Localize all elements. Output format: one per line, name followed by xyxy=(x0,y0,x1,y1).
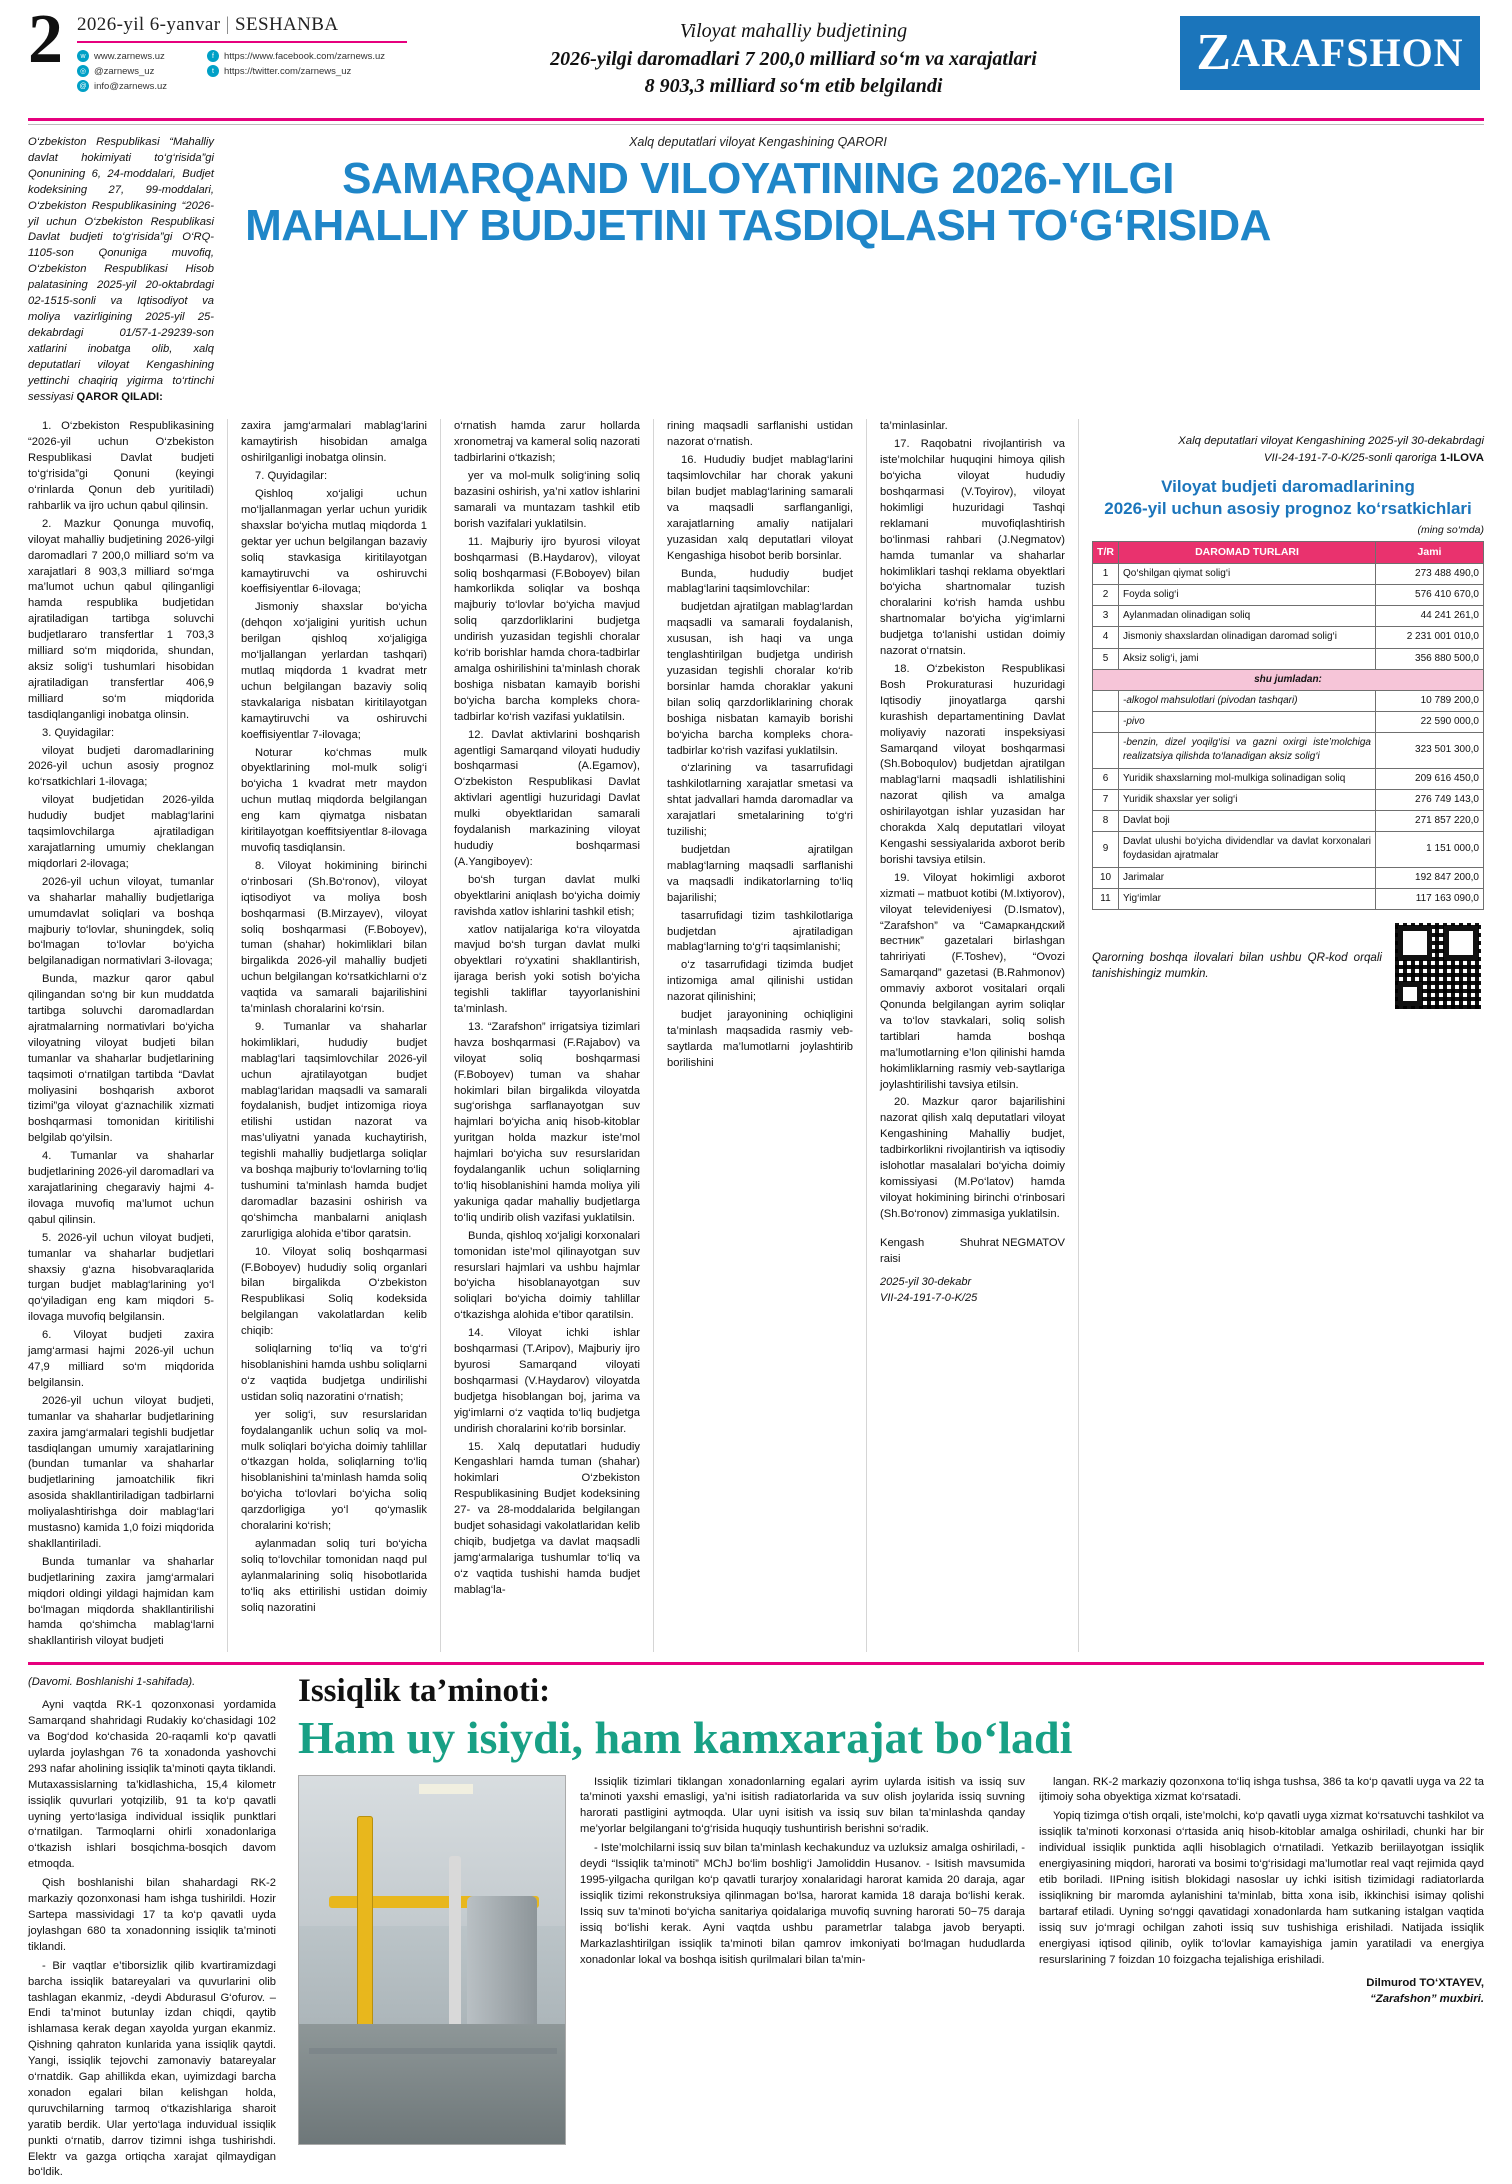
article-author xyxy=(1039,1976,1484,2008)
paragraph: 4. Tumanlar va shaharlar budjetlarining 2026-yil daromadlari va xarajatlarining chegaraviy hajmi 4-ilovaga muvofiq ma’lumot uchun qabul qilinsin. xyxy=(28,1150,214,1226)
paragraph: Qish boshlanishi bilan shahardagi RK-2 markaziy qozonxonasi ham ishga tushirildi. Hozir Sartepa massividagi 17 ta ko‘p qavatli uyda joylashgan 680 ta xonadonning issiqlik ta’minoti tiklandi. xyxy=(28,1877,276,1953)
paragraph: Bunda, mazkur qaror qabul qilingandan so‘ng bir kun muddatda tartibga soluvchi daromadlardan ajratmalarning normativlari bo‘yicha viloyatning viloyat budjeti bilan tumanlar va shaharlar budjetlarining taqsimoti o‘rnatilgan tartibda “Davlat moliyasini boshqarish axborot tizimi”ga viloyat g‘aznachilik xizmati boshqarmasi tomonidan kiritilishi belgilab qo‘yilsin. xyxy=(28,973,214,1145)
paragraph: 1. O‘zbekiston Respublikasining “2026-yil uchun O‘zbekiston Respublikasi Davlat budjeti to‘g‘risida”gi Qonuni (keyingi o‘rinlarda Qonun deb yuritiladi) rahbarlik va ijro uchun qabul qilinsin. xyxy=(28,420,214,512)
headline-block xyxy=(228,135,1288,405)
table-row xyxy=(1093,888,1484,909)
facebook-icon: f xyxy=(207,50,219,62)
paragraph: yer solig‘i, suv resurslaridan foydalanganlik uchun soliq va mol-mulk soliqlari bo‘yicha doimiy tahlillar o‘tkazgan holda, soliqlarning to‘liq hisoblanishini ta’minlash hamda soliq bo‘yicha to‘lovlari bo‘yicha soliq qarzdorligiga yo‘l qo‘ymaslik choralarini ko‘rish; xyxy=(241,1408,427,1533)
signature-date: 2025-yil 30-dekabr xyxy=(880,1276,972,1289)
row-number: 7 xyxy=(1093,789,1119,810)
row-name: Yuridik shaxslarning mol-mulkiga solinadigan soliq xyxy=(1119,768,1376,789)
column-4 xyxy=(654,419,867,1652)
logo-name: ARAFSHON xyxy=(1231,30,1464,75)
masthead xyxy=(0,0,1512,112)
annex-header-line2: VII-24-191-7-0-K/25-sonli qaroriga xyxy=(1263,451,1440,464)
annex-title-line1: Viloyat budjeti daromadlarining xyxy=(1161,477,1415,497)
instagram-icon: ◎ xyxy=(77,65,89,77)
paragraph: Bunda tumanlar va shaharlar budjetlarining zaxira jamg‘armalari miqdori oldingi yildagi hajmidan kam bo‘lmagan miqdorda shakllantirilishi hamda qo‘shimcha mablag‘larni shakllantirish viloyat budjeti xyxy=(28,1555,214,1648)
table-row xyxy=(1093,789,1484,810)
page-title: SAMARQAND VILOYATINING 2026-YILGI MAHALLIY BUDJETINI TASDIQLASH TO‘G‘RISIDA xyxy=(245,154,1271,251)
link-facebook[interactable] xyxy=(207,50,407,62)
link-facebook-label: https://www.facebook.com/zarnews.uz xyxy=(223,50,386,62)
table-row xyxy=(1093,733,1484,768)
table-row xyxy=(1093,832,1484,867)
row-name: Yuridik shaxslar yer solig‘i xyxy=(1119,789,1376,810)
boiler-house-photo xyxy=(298,1775,566,2145)
col-header-number: T/R xyxy=(1093,541,1119,563)
paragraph: 6. Viloyat budjeti zaxira jamg‘armasi hajmi 2026-yil uchun 47,9 milliard so‘m miqdorida belgilansin. xyxy=(28,1329,214,1389)
paragraph: bo‘sh turgan davlat mulki obyektlarini aniqlash bo‘yicha doimiy ravishda xatlov ishlarini tashkil etish; xyxy=(454,873,640,918)
weekday-text: SESHANBA xyxy=(235,14,339,35)
paragraph: zaxira jamg‘armalari mablag‘larini kamaytirish hisobidan amalga oshirilganligi inobatga olinsin. xyxy=(241,420,427,465)
annex-header xyxy=(1092,433,1484,466)
table-row xyxy=(1093,768,1484,789)
row-number: 8 xyxy=(1093,811,1119,832)
signature-number: VII-24-191-7-0-K/25 xyxy=(880,1292,978,1305)
paragraph: 11. Majburiy ijro byurosi viloyat boshqarmasi (B.Haydarov), viloyat soliq boshqarmasi (F.Boboyev) bilan hamkorlikda soliqlar va boshqa majburiy to‘lovlar bo‘yicha mavjud soliq qarzdorliklarini budjetga undirish yuzasidan tegishli choralar ko‘rib borishlar hamda chora-tadbirlar amalga oshirilishini ta’minlash chorak boshiga nisbatan kamayib borishi bo‘yicha barcha kompleks chora-tadbirlar ko‘rish vazifasi yuklatilsin. xyxy=(454,535,640,723)
paragraph: soliqlarning to‘liq va to‘g‘ri hisoblanishini hamda ushbu soliqlarni o‘z vaqtida budjetga undirilishi ustidan soliq nazoratini o‘rnatish; xyxy=(241,1343,427,1403)
masthead-left xyxy=(77,14,407,92)
paragraph: 17. Raqobatni rivojlantirish va iste’molchilar huquqini himoya qilish bo‘yicha viloyat hududiy boshqarmasi (V.Toyirov), viloyat hokimligi huzuridagi Tashqi reklamani muvofiqlashtirish bo‘linmasi rahbari (J.Negmatov) hamda tumanlar va shaharlar hokimliklari tashqi reklama obyektlari bo‘yicha shartnomalar tuzish choralarini ko‘rish hamda ushbu shartnomalar bo‘yicha yig‘imlarni budjetga to‘lanishi ustidan doimiy nazorat o‘rnatsin. xyxy=(880,438,1065,658)
top-right-spacer xyxy=(1288,135,1484,405)
row-amount: 2 231 001 010,0 xyxy=(1376,627,1484,648)
annex-units: (ming so‘mda) xyxy=(1417,523,1484,536)
paragraph: budjetdan ajratilgan mablag‘larning maqsadli sarflanishi va maqsadli indikatorlarning to‘liq bajarilishi; xyxy=(667,843,853,904)
row-amount: 276 749 143,0 xyxy=(1376,789,1484,810)
row-number: 6 xyxy=(1093,768,1119,789)
signature-name: Shuhrat NEGMATOV xyxy=(959,1236,1065,1249)
intro-note xyxy=(28,135,228,405)
article-kicker: Issiqlik ta’minoti: xyxy=(298,1673,551,1710)
row-name: -pivo xyxy=(1119,712,1376,733)
author-role: “Zarafshon” muxbiri. xyxy=(1370,1993,1484,2006)
paragraph: o‘zlarining va tasarrufidagi tashkilotlarning xarajatlar smetasi va shtat jadvallari hamda daromadlar va xarajatlari smetalarining to‘g‘ri tuzilishi; xyxy=(667,762,853,839)
paragraph: 9. Tumanlar va shaharlar hokimliklari, hududiy budjet mablag‘lari taqsimlovchilar 2026-yil uchun ajratilayotgan budjet mablag‘laridan maqsadli va samarali foydalanish, budjet intizomiga rioya etilishi ustidan nazorat va mas’uliyatni yanada kuchaytirish, tegishli mahalliy budjetlarga soliqlar va boshqa majburiy to‘lovlarning to‘liq tushumini ta’minlash hamda budjet daromadlar bazasini oshirish va qo‘shimcha manbalarni aniqlash zarurligiga alohida e’tibor qaratsin. xyxy=(241,1020,427,1240)
annex-title-line2: 2026-yil uchun asosiy prognoz ko‘rsatkichlari xyxy=(1104,498,1472,518)
decision-kicker: Xalq deputatlari viloyat Kengashining QARORI xyxy=(629,135,887,149)
date-separator: | xyxy=(225,14,230,35)
link-email-label: info@zarnews.uz xyxy=(94,80,168,92)
table-header-row xyxy=(1093,541,1484,563)
annex-title xyxy=(1092,476,1484,519)
paragraph: Bunda, qishloq xo‘jaligi korxonalari tomonidan iste’mol qilinayotgan suv resurslari hajmlari va ushbu hajmlar bo‘yicha hisoblanayotgan suv soliqlari bo‘yicha doimiy tahlillar o‘tkazishga alohida e’tibor qaratilsin. xyxy=(454,1229,640,1322)
row-name: -alkogol mahsulotlari (pivodan tashqari) xyxy=(1119,690,1376,711)
mail-icon: @ xyxy=(77,80,89,92)
paragraph: Noturar ko‘chmas mulk obyektlarining mol-mulk solig‘i bo‘yicha 1 kvadrat metr maydon uchun mutlaq miqdorda belgilangan eng kam qiymatga nisbatan kiritilayotgan koeffitsiyentlar 8-ilovaga muvofiq tasdiqlansin. xyxy=(241,746,427,854)
masthead-links xyxy=(77,50,407,92)
row-amount: 10 789 200,0 xyxy=(1376,690,1484,711)
paragraph: 5. 2026-yil uchun viloyat budjeti, tumanlar va shaharlar budjetlari shaxsiy g‘azna hisobvaraqlarida turgan budjet mablag‘larining yo‘l qo‘yiladigan eng kam miqdori 5-ilovaga muvofiq belgilansin. xyxy=(28,1231,214,1324)
globe-icon: w xyxy=(77,50,89,62)
table-row xyxy=(1093,584,1484,605)
row-subheader: shu jumladan: xyxy=(1093,669,1484,690)
row-name: Qo‘shilgan qiymat solig‘i xyxy=(1119,563,1376,584)
table-row xyxy=(1093,563,1484,584)
row-amount: 192 847 200,0 xyxy=(1376,867,1484,888)
row-name: Davlat ulushi bo‘yicha dividendlar va davlat korxonalari foydasidan ajratmalar xyxy=(1119,832,1376,867)
row-amount: 1 151 000,0 xyxy=(1376,832,1484,867)
row-amount: 576 410 670,0 xyxy=(1376,584,1484,605)
table-row xyxy=(1093,648,1484,669)
page-number: 2 xyxy=(28,1,63,78)
paragraph: - Iste’molchilarni issiq suv bilan ta’minlash kechakunduz va uzluksiz amalga oshiriladi, -deydi “Issiqlik ta’minoti” MChJ bo‘lim boshlig‘i Jamoliddin Husanov. - Isitish mavsumida 1995-yilgacha qurilgan ko‘p qavatli turarjoy xonalaridagi harorat kamida 20 daraja, agar issiqlik tizimi rekonstruksiya qilinmagan bo‘lsa, harorat kamida 18 daraja bo‘lishi kerak. Issiq suv ta’minoti bo‘yicha sanitariya qoidalariga muvofiq suvning harorati 50−75 daraja issiq bo‘lishi kerak. Ayni vaqtda ushbu parametrlar talabga javob beryapti. Markazlashtirilgan issiqlik ta’minoti bilan qamrov imkoniyati bo‘lmagan hududlarda xonadonlar lokal va boshqa isitish qurilmalari bilan ta’min- xyxy=(580,1842,1025,1966)
row-amount: 323 501 300,0 xyxy=(1376,733,1484,768)
qr-instruction: Qarorning boshqa ilovalari bilan ushbu QR-kod orqali tanishishingiz mumkin. xyxy=(1092,950,1382,980)
row-amount: 209 616 450,0 xyxy=(1376,768,1484,789)
table-row xyxy=(1093,712,1484,733)
intro-note-bold: QAROR QILADI: xyxy=(76,390,163,403)
link-instagram[interactable] xyxy=(77,65,189,77)
article-body xyxy=(0,405,1512,1652)
paragraph: Yopiq tizimga o‘tish orqali, iste’molchi, ko‘p qavatli uyga xizmat ko‘rsatuvchi tashkilot va issiqlik ta’minoti korxonasi o‘rtasida aniq hisob-kitoblar amalga oshiriladi, chunki har bir individual issiqlik punktida aqlli hisoblagich o‘rnatiladi. Yetkazib beriilayotgan issiqlik energiyasining miqdori, harorati va bosimi to‘g‘risidagi ma’lumotlar real vaqt rejimida qayd etib boriladi. IIPning isitish blokidagi nasoslar uy ichki isitish tizimidagi radiatorlarda issiqlikning bir maromda aylanishini ta’minlab, bitta xona isib, ikkinchisi isimay qolishi bartaraf etiladi. Uyning so‘nggi qavatidagi xonadonlarda ham sutkaning istalgan vaqtida issiq suv jo‘mragi ochilgan zahoti issiq suv tushishiga erishiladi. Natijada issiqlik energiyasi iqtisod qilinib, oylik to‘lovlar kamayishiga jamin yaratiladi va energiya resurslarining 7 foizdan 10 foizgacha tejalishiga erishiladi. xyxy=(1039,1810,1484,1966)
paragraph: 3. Quyidagilar: xyxy=(42,726,115,739)
paragraph: Qishloq xo‘jaligi uchun mo‘ljallanmagan yerlar uchun yuridik shaxslar bo‘yicha mutlaq miqdorda 1 gektar yer uchun belgilangan bazaviy soliq stavkasiga kiritilayotgan kamaytiruvchi va oshiruvchi koeffisiyentlar 6-ilovaga; xyxy=(241,488,427,596)
signature-role-line1: Kengash xyxy=(880,1236,925,1249)
col-header-total: Jami xyxy=(1376,541,1484,563)
logo-initial: Z xyxy=(1196,24,1232,81)
link-email[interactable] xyxy=(77,80,189,92)
paragraph: yer va mol-mulk solig‘ining soliq bazasini oshirish, ya’ni xatlov ishlarini samarali va muntazam tashkil etib borish vazifalari yuklatilsin. xyxy=(454,470,640,530)
signature-role xyxy=(880,1235,924,1267)
col-header-revenue-type: DAROMAD TURLARI xyxy=(1119,541,1376,563)
masthead-tagline xyxy=(407,14,1180,101)
intro-note-text: O‘zbekiston Respublikasi “Mahalliy davlat hokimiyati to‘g‘risida”gi Qonunining 6, 24-moddalari, Budjet kodeksining 27, 99-moddalari, O‘zbekiston Respublikasining “2026-yil uchun O‘zbekiston Respublikasi Davlat budjeti to‘g‘risida”gi O‘RQ-1105-son Qonuniga muvofiq, O‘zbekiston Respublikasi Hisob palatasining 2025-yil 20-oktabrdagi 02-1515-sonli va Iqtisodiyot va moliya vazirligining 2025-yil 25-dekabrdagi 01/57-1-29239-son xatlarini inobatga olib, xalq deputatlari viloyat Kengashining yettinchi chaqiriq yigirma to‘rtinchi sessiyasi xyxy=(28,136,214,403)
row-number: 3 xyxy=(1093,606,1119,627)
paragraph: Issiqlik tizimlari tiklangan xonadonlarning egalari ayrim uylarda isitish va issiq suv ta’minoti yaxshi emasligi, ya’ni isitish radiatorlarida va suv olish joylarida issiq suvning harorati pastligini aytmoqda. Ular uyni isitish va issiq suv bilan ta’minlashda qanday me’yorlar belgilangani to‘g‘risida huquqiy tushuntirish berishni so‘radik. xyxy=(580,1775,1025,1836)
row-name: Aylanmadan olinadigan soliq xyxy=(1119,606,1376,627)
bottom-right xyxy=(290,1675,1484,2184)
row-number xyxy=(1093,712,1119,733)
paragraph: 19. Viloyat hokimligi axborot xizmati – matbuot kotibi (M.Ixtiyorov), viloyat televideniyesi (D.Ismatov), “Zarafshon” va “Самаркандский вестник” gazetalari birlashgan tahririyati (F.Toshev), “Ovozi Samarqand” gazetasi (B.Rahmonov) ommaviy axborot vositalari orqali Qonunda belgilangan ayrim soliqlar va to‘lov stavkalari, soliq solish tartiblari hamda boshqa ma’lumotlarning e’lon qilinishi hamda hokimliklarning rasmiy veb-saytlariga joylashtirilishi tavsiya etilsin. xyxy=(880,871,1065,1091)
row-amount: 356 880 500,0 xyxy=(1376,648,1484,669)
paragraph: viloyat budjetidan 2026-yilda hududiy budjet mablag‘larini taqsimlovchilarga ajratiladigan xarajatlarning umumiy cheklangan miqdorlari 2-ilovaga; xyxy=(28,794,214,870)
paragraph: 13. “Zarafshon” irrigatsiya tizimlari havza boshqarmasi (F.Rajabov) va viloyat soliq boshqarmasi (F.Boboyev) tuman va shahar hokimlari bilan birgalikda viloyatda sug‘orishga sarflanayotgan suv hajmlari bo‘yicha aniq hisob-kitoblar yuritgan holda mazkur iste’mol hajmlari bo‘yicha suv resurslaridan foydalanganlik uchun soliqlarning to‘liq hisoblanishini hamda moliya yili yakuniga qadar mahalliy budjetlarga to‘liq undirib olish vazifasi yuklatilsin. xyxy=(454,1020,640,1224)
bottom-article xyxy=(0,1665,1512,2184)
tagline-line-1: Viloyat mahalliy budjetining xyxy=(679,20,908,42)
paragraph: o‘rnatish hamda zarur hollarda xronometraj va kameral soliq nazorati tadbirlarini o‘tkazish; xyxy=(454,420,640,465)
paragraph: 20. Mazkur qaror bajarilishini nazorat qilish xalq deputatlari viloyat Kengashining Mahalliy budjet, tadbirkorlikni rivojlantirish va iqtisodiy islohotlar masalalari bo‘yicha doimiy komissiyasi (M.Po‘latov) hamda viloyat hokimining birinchi o‘rinbosari (Sh.Bo‘ronov) zimmasiga yuklatilsin. xyxy=(880,1096,1065,1220)
row-amount: 273 488 490,0 xyxy=(1376,563,1484,584)
row-number: 2 xyxy=(1093,584,1119,605)
table-row xyxy=(1093,627,1484,648)
row-number xyxy=(1093,690,1119,711)
row-number: 1 xyxy=(1093,563,1119,584)
column-2 xyxy=(228,419,441,1652)
row-name: Yig‘imlar xyxy=(1119,888,1376,909)
tagline-line-3: 8 903,3 milliard so‘m etib belgilandi xyxy=(644,75,943,98)
paragraph: aylanmadan soliq turi bo‘yicha soliq to‘lovchilar tomonidan naqd pul aylanmalarining soliq hisobotlarida to‘liq aks ettirilishi ustidan doimiy soliq nazoratini xyxy=(241,1537,427,1614)
table-row xyxy=(1093,690,1484,711)
photo-and-text xyxy=(298,1775,1484,2145)
paragraph: viloyat budjeti daromadlarining 2026-yil uchun asosiy prognoz ko‘rsatkichlari 1-ilovaga; xyxy=(28,744,214,789)
paragraph: Bunda, hududiy budjet mablag‘larini taqsimlovchilar: xyxy=(667,567,853,596)
paragraph: langan. RK-2 markaziy qozonxona to‘liq ishga tushsa, 386 ta ko‘p qavatli uyga va 22 ta ijtimoiy soha obyektiga xizmat ko‘rsatadi. xyxy=(1039,1775,1484,1804)
continued-note: (Davomi. Boshlanishi 1-sahifada). xyxy=(28,1676,196,1689)
paragraph: 16. Hududiy budjet mablag‘larini taqsimlovchilar har chorak yakuni bilan budjet mablag‘larining samarali va maqsadli sarflanganligi, xarajatlarning amaliy natijalari yuzasidan xalq deputatlari viloyat Kengashiga hisobot berib borsinlar. xyxy=(667,454,853,562)
table-row xyxy=(1093,811,1484,832)
paragraph: tasarrufidagi tizim tashkilotlariga budjetdan ajratiladigan mablag‘larning to‘g‘ri taqsimlanishi; xyxy=(667,909,853,954)
annex-header-bold: 1-ILOVA xyxy=(1439,451,1484,464)
tagline-line-2: 2026-yilgi daromadlari 7 200,0 milliard so‘m va xarajatlari xyxy=(550,47,1037,70)
author-name: Dilmurod TO‘XTAYEV, xyxy=(1366,1977,1484,1990)
row-name: Jarimalar xyxy=(1119,867,1376,888)
row-amount: 271 857 220,0 xyxy=(1376,811,1484,832)
row-name: Jismoniy shaxslardan olinadigan daromad solig‘i xyxy=(1119,627,1376,648)
row-name: Foyda solig‘i xyxy=(1119,584,1376,605)
row-amount: 44 241 261,0 xyxy=(1376,606,1484,627)
column-3 xyxy=(441,419,654,1652)
masthead-date xyxy=(77,14,407,43)
bottom-text-columns xyxy=(580,1775,1484,2145)
paragraph: 2. Mazkur Qonunga muvofiq, viloyat mahalliy budjetining 2026-yilgi daromadlari 7 200,0 milliard so‘m va xarajatlari 8 903,3 milliard so‘mga ma’lumot uchun qabul qilinganligi hamda respublika budjetidan ajratiladigan tartibga soluvchi budjetlararo transfertlar 1 703,3 milliard so‘m miqdorida, shundan, aksiz solig‘i tushumlari hisobidan ajratiladigan transfertlar 406,9 milliard so‘m miqdorida tasdiqlanganligi inobatga olinsin. xyxy=(28,517,214,721)
paragraph: Jismoniy shaxslar bo‘yicha (dehqon xo‘jaligini yuritish uchun berilgan qishloq xo‘jaligiga mo‘ljallangan yerlardan tashqari) mutlaq miqdorda 1 kvadrat metr uchun belgilangan bazaviy soliq stavkalariga nisbatan kiritilayotgan kamaytiruvchi va oshiruvchi koeffisiyentlar 7-ilovaga; xyxy=(241,601,427,741)
column-1 xyxy=(28,419,228,1652)
article-headline: Ham uy isiydi, ham kamxarajat bo‘ladi xyxy=(298,1712,1073,1764)
paragraph: budjetdan ajratilgan mablag‘lardan maqsadli va samarali foydalanish, xususan, ish haqi va unga tenglashtirilgan budjetga undirish yuzasidan tegishli choralar ko‘rib borsinlar hamda choraklar yakuni bilan soliq qarzdorliklarining chorak boshiga nisbatan kamayib borishi bo‘yicha barcha kompleks chora-tadbirlar ko‘rish vazifasi yuklatilsin. xyxy=(667,601,853,757)
row-amount: 22 590 000,0 xyxy=(1376,712,1484,733)
signature-block xyxy=(880,1235,1065,1307)
row-amount: 117 163 090,0 xyxy=(1376,888,1484,909)
annex-column xyxy=(1079,419,1484,1652)
twitter-icon: t xyxy=(207,65,219,77)
row-number: 9 xyxy=(1093,832,1119,867)
link-instagram-label: @zarnews_uz xyxy=(94,65,155,77)
paragraph: 2026-yil uchun viloyat budjeti, tumanlar va shaharlar budjetlarining zaxira jamg‘armalari tegishli budjetlar tasdiqlangan umumiy xarajatlarining (bundan tumanlar va shaharlar budjetlarining jamoatchilik fikri asosida shakllantiriladigan tadbirlarni moliyalashtirishga doir mablag‘lari mustasno) kamida 1,0 foizi miqdorida shakllantiriladi. xyxy=(28,1394,214,1550)
row-name: -benzin, dizel yoqilg‘isi va gazni oxirgi iste’molchiga realizatsiya qilishda to‘lanadigan aksiz solig‘i xyxy=(1119,733,1376,768)
table-row xyxy=(1093,867,1484,888)
paragraph: - Bir vaqtlar e’tiborsizlik qilib kvartiramizdagi barcha issiqlik batareyalari va quvurlarini olib tashlagan ekanmiz, -deydi Abdurasul G‘ofurov. – Endi ta’minot butunlay izdan chiqdi, qaytib ishlamasa kerak degan xayolda yurgan ekanmiz. Qishning qahraton kunlarida yana issiqlik qaytdi. Yangi, issiqlik tejovchi zamonaviy batareyalar o‘rnatdik. Gap ahillikda ekan, uyimizdagi barcha xonadon egalari bilan kelishgan holda, quruvchilarning tarmoq o‘tkazishlariga sharoit yaratib berdik. Ular yerto‘laga induvidual issiqlik punkti o‘rnatib, darrov tizimni ishga tushirishdi. Elektr va gazga ortiqcha xarajat qilmaydigan bo‘ldik. xyxy=(28,1959,276,2179)
date-text: 2026-yil 6-yanvar xyxy=(77,14,221,35)
bottom-column-1 xyxy=(28,1675,290,2184)
paragraph: 14. Viloyat ichki ishlar boshqarmasi (T.Aripov), Majburiy ijro byurosi Samarqand viloyati boshqarmasi (V.Haydarov) viloyatda budjetga hisoblangan boj, jarima va yig‘imlarni o‘z vaqtida to‘liq budjetga undirish choralarini ko‘rib borsinlar. xyxy=(454,1327,640,1435)
row-name: Aksiz solig‘i, jami xyxy=(1119,648,1376,669)
paragraph: xatlov natijalariga ko‘ra viloyatda mavjud bo‘sh turgan davlat mulki obyektlari ro‘yxatini shakllantirish, ijaraga berish yoki sotish bo‘yicha tegishli takliflar tayyorlanishini ta’minlash. xyxy=(454,923,640,1016)
table-subheader-row xyxy=(1093,669,1484,690)
newspaper-logo xyxy=(1180,16,1480,90)
paragraph: 2026-yil uchun viloyat, tumanlar va shaharlar mahalliy budjetlariga umumdavlat soliqlari va boshqa majburiy to‘lovlar, shuningdek, soliq bo‘lmagan to‘lovlar bo‘yicha belgilanadigan normativlari 3-ilovaga; xyxy=(28,875,214,968)
link-twitter[interactable] xyxy=(207,65,407,77)
paragraph: o‘z tasarrufidagi tizimda budjet intizomiga amal qilinishi ustidan nazorat qilinishini; xyxy=(667,959,853,1004)
qr-code[interactable] xyxy=(1392,920,1484,1012)
row-name: Davlat boji xyxy=(1119,811,1376,832)
link-twitter-label: https://twitter.com/zarnews_uz xyxy=(223,65,352,77)
top-area xyxy=(0,125,1512,405)
paragraph: 12. Davlat aktivlarini boshqarish agentligi Samarqand viloyati hududiy boshqarmasi (A.Egamov), O‘zbekiston Respublikasi Davlat aktivlari agentligi huzuridagi Davlat mulki obyektlaridan samarali foydalanish markazining viloyat hududiy boshqarmasi (A.Yangiboyev): xyxy=(454,728,640,868)
paragraph: 10. Viloyat soliq boshqarmasi (F.Boboyev) hududiy soliq organlari bilan birgalikda O‘zbekiston Respublikasi Soliq kodeksida belgilangan vakolatlardan kelib chiqib: xyxy=(241,1245,427,1338)
row-number xyxy=(1093,733,1119,768)
paragraph: 7. Quyidagilar: xyxy=(255,470,328,483)
paragraph: 15. Xalq deputatlari hududiy Kengashlari hamda tuman (shahar) hokimlari O‘zbekiston Respublikasining Budjet kodeksining 27- va 28-moddalarida belgilangan budjet sohasidagi vakolatlaridan kelib chiqib, budjetga va davlat maqsadli jamg‘armalariga tushumlar to‘liq va o‘z vaqtida tushishi hamda budjet mablag‘la- xyxy=(454,1440,640,1596)
paragraph: Ayni vaqtda RK-1 qozonxonasi yordamida Samarqand shahridagi Rudakiy ko‘chasidagi 102 va Bog‘dod ko‘chasida 20-raqamli ko‘p qavatli uylarda joylashgan 76 ta xonadonda yashovchi 293 nafar aholining issiqlik ta’minoti qayta tiklandi. Mutaxassislarning ta’kidlashicha, 15,4 kilometr issiqlik quvurlari yotqizilib, 91 ta ko‘p qavatli uyning yerto‘lasiga individual issiqlik punktlari o‘rnatilgan. Tarmoqlarni ohirli xonadonlariga o‘tkazish ishlari bosqichma-bosqich davom etmoqda. xyxy=(28,1699,276,1871)
column-5 xyxy=(867,419,1079,1652)
bottom-column-3 xyxy=(1039,1775,1484,2145)
signature-role-line2: raisi xyxy=(880,1252,901,1265)
qr-row xyxy=(1092,920,1484,1012)
paragraph: 18. O‘zbekiston Respublikasi Bosh Prokuraturasi huzuridagi Iqtisodiy jinoyatlarga qarshi kurashish departamentining Davlat moliyaviy nazorati inspeksiyasi Samarqand viloyat boshqarmasi (Sh.Boboqulov) budjetdan ajratilgan mablag‘larni maqsadli ishlatilishini nazorat qilish va amalga oshirilayotgan ishlar yuzasidan har chorakda Xalq deputatlari viloyat Kengashi sessiyalarida axborot berib borishi tavsiya etilsin. xyxy=(880,663,1065,866)
row-number: 4 xyxy=(1093,627,1119,648)
paragraph: ta’minlasinlar. xyxy=(880,420,948,433)
paragraph: 8. Viloyat hokimining birinchi o‘rinbosari (Sh.Bo‘ronov), viloyat iqtisodiyot va moliya bosh boshqarmasi (B.Mirzayev), viloyat soliq boshqarmasi (F.Boboyev), tuman (shahar) hokimliklari bilan birgalikda 2026-yil mahalliy budjeti uchun belgilangan ko‘rsatkichlarni o‘z vaqtida va samarali bajarilishini ta’minlash choralarini ko‘rsin. xyxy=(241,859,427,1016)
bottom-column-2 xyxy=(580,1775,1025,2145)
table-row xyxy=(1093,606,1484,627)
masthead-rule xyxy=(28,118,1484,121)
row-number: 11 xyxy=(1093,888,1119,909)
annex-header-line1: Xalq deputatlari viloyat Kengashining 2025-yil 30-dekabrdagi xyxy=(1178,435,1484,448)
budget-table xyxy=(1092,541,1484,910)
row-number: 10 xyxy=(1093,867,1119,888)
link-website[interactable] xyxy=(77,50,189,62)
paragraph: rining maqsadli sarflanishi ustidan nazorat o‘rnatish. xyxy=(667,420,853,449)
link-website-label: www.zarnews.uz xyxy=(94,50,165,62)
paragraph: budjet jarayonining ochiqligini ta’minlash maqsadida rasmiy veb-saytlarda ma’lumotlarni joylashtirib borilishini xyxy=(667,1009,853,1069)
row-number: 5 xyxy=(1093,648,1119,669)
